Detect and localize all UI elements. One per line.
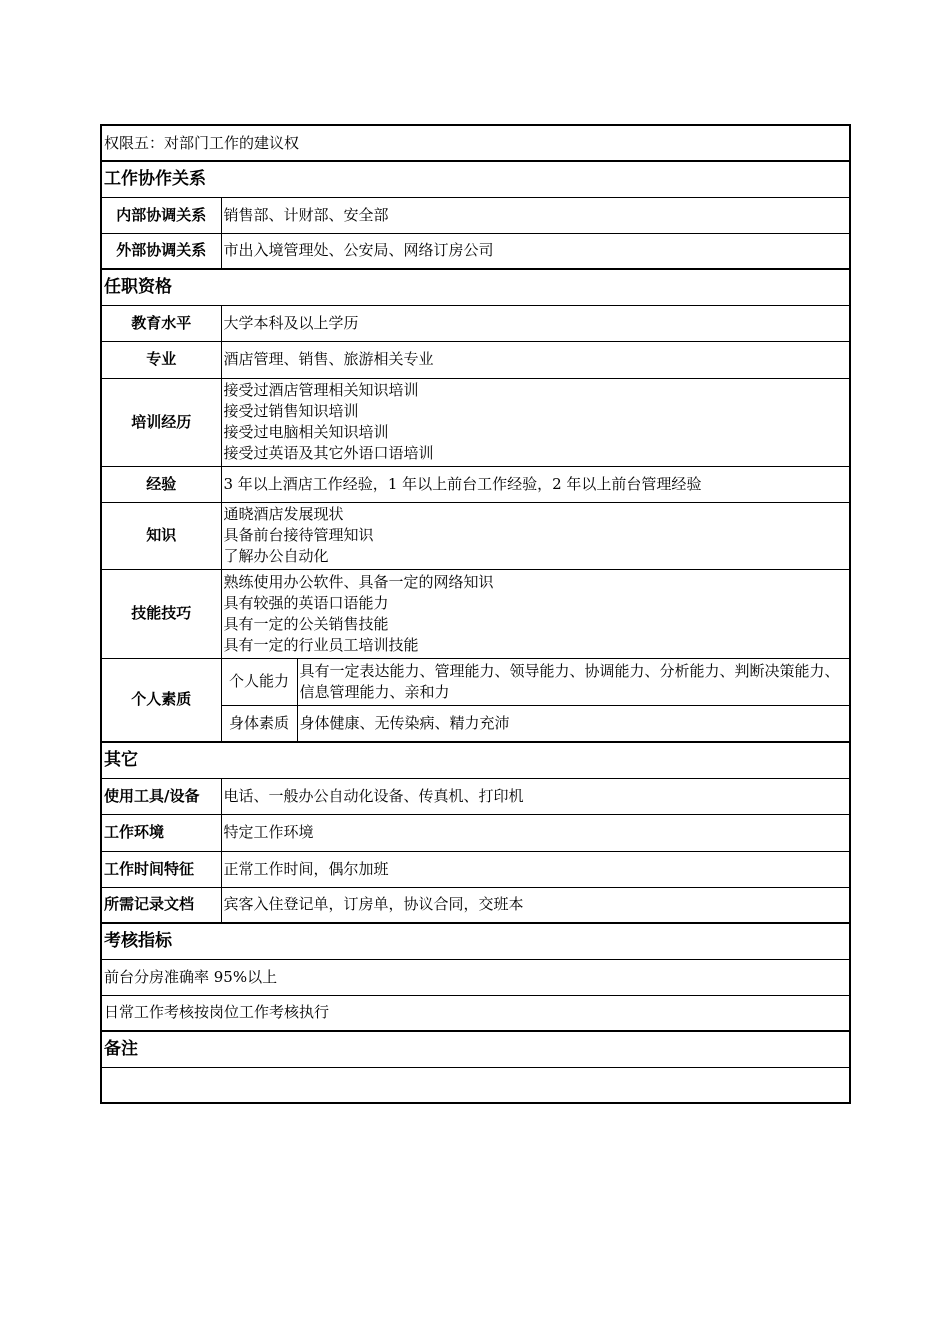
section-row-remarks <box>101 1031 850 1067</box>
knowledge-item: 了解办公自动化 <box>223 547 329 565</box>
knowledge-label: 知识 <box>101 502 221 569</box>
skills-item: 熟练使用办公软件、具备一定的网络知识 <box>223 572 494 591</box>
remarks-value <box>101 1067 850 1103</box>
education-row <box>101 305 850 341</box>
section-row-cooperation <box>101 161 850 197</box>
physical-quality-label: 身体素质 <box>221 705 297 742</box>
work-time-row <box>101 851 850 887</box>
skills-item: 具有较强的英语口语能力 <box>223 593 389 612</box>
internal-coordination-row <box>101 197 850 233</box>
section-row-kpi <box>101 923 850 959</box>
internal-coordination-value: 销售部、计财部、安全部 <box>221 197 850 233</box>
training-label: 培训经历 <box>101 378 221 466</box>
external-coordination-value: 市出入境管理处、公安局、网络订房公司 <box>221 233 850 269</box>
experience-label: 经验 <box>101 466 221 502</box>
section-title-cooperation: 工作协作关系 <box>101 161 850 197</box>
work-time-value: 正常工作时间，偶尔加班 <box>221 851 850 887</box>
environment-row <box>101 814 850 851</box>
knowledge-row <box>101 502 850 569</box>
training-item: 接受过电脑相关知识培训 <box>223 423 389 441</box>
personal-ability-value <box>297 658 850 705</box>
section-row-qualifications <box>101 269 850 305</box>
training-row <box>101 378 850 466</box>
documents-row <box>101 887 850 923</box>
major-row <box>101 341 850 378</box>
major-value: 酒店管理、销售、旅游相关专业 <box>221 341 850 378</box>
training-item: 接受过酒店管理相关知识培训 <box>223 381 419 399</box>
remarks-row <box>101 1067 850 1103</box>
internal-coordination-label: 内部协调关系 <box>101 197 221 233</box>
knowledge-item: 通晓酒店发展现状 <box>223 505 344 523</box>
major-label: 专业 <box>101 341 221 378</box>
personal-quality-label: 个人素质 <box>101 658 221 742</box>
section-title-qualifications: 任职资格 <box>101 269 850 305</box>
kpi-item: 前台分房准确率 95%以上 <box>101 959 850 995</box>
section-title-kpi: 考核指标 <box>101 923 850 959</box>
skills-value <box>221 569 850 658</box>
tools-row <box>101 778 850 814</box>
section-row-other <box>101 742 850 778</box>
training-item: 接受过销售知识培训 <box>223 402 359 420</box>
knowledge-value <box>221 502 850 569</box>
experience-value: 3 年以上酒店工作经验，1 年以上前台工作经验，2 年以上前台管理经验 <box>221 466 850 502</box>
tools-label: 使用工具/设备 <box>101 778 221 814</box>
tools-value: 电话、一般办公自动化设备、传真机、打印机 <box>221 778 850 814</box>
skills-row <box>101 569 850 658</box>
experience-row <box>101 466 850 502</box>
personal-ability-label: 个人能力 <box>221 658 297 705</box>
section-title-remarks: 备注 <box>101 1031 850 1067</box>
skills-item: 具有一定的公关销售技能 <box>223 614 389 633</box>
authority-row <box>101 125 850 161</box>
external-coordination-row <box>101 233 850 269</box>
kpi-row <box>101 959 850 995</box>
kpi-row <box>101 995 850 1031</box>
section-title-other: 其它 <box>101 742 850 778</box>
external-coordination-label: 外部协调关系 <box>101 233 221 269</box>
documents-label: 所需记录文档 <box>101 887 221 923</box>
skills-label: 技能技巧 <box>101 569 221 658</box>
environment-value: 特定工作环境 <box>221 814 850 851</box>
personal-ability-row <box>101 658 850 705</box>
environment-label: 工作环境 <box>101 814 221 851</box>
physical-quality-value: 身体健康、无传染病、精力充沛 <box>297 705 850 742</box>
job-description-table <box>100 124 851 1104</box>
authority-5-text: 权限五：对部门工作的建议权 <box>101 125 850 161</box>
education-value: 大学本科及以上学历 <box>221 305 850 341</box>
education-label: 教育水平 <box>101 305 221 341</box>
skills-item: 具有一定的行业员工培训技能 <box>223 635 419 654</box>
personal-ability-text: 具有一定表达能力、管理能力、领导能力、协调能力、分析能力、判断决策能力、信息管理能力、亲和力 <box>299 661 840 701</box>
kpi-item: 日常工作考核按岗位工作考核执行 <box>101 995 850 1031</box>
knowledge-item: 具备前台接待管理知识 <box>223 526 374 544</box>
documents-value: 宾客入住登记单，订房单，协议合同，交班本 <box>221 887 850 923</box>
training-value <box>221 378 850 466</box>
training-item: 接受过英语及其它外语口语培训 <box>223 444 434 462</box>
work-time-label: 工作时间特征 <box>101 851 221 887</box>
